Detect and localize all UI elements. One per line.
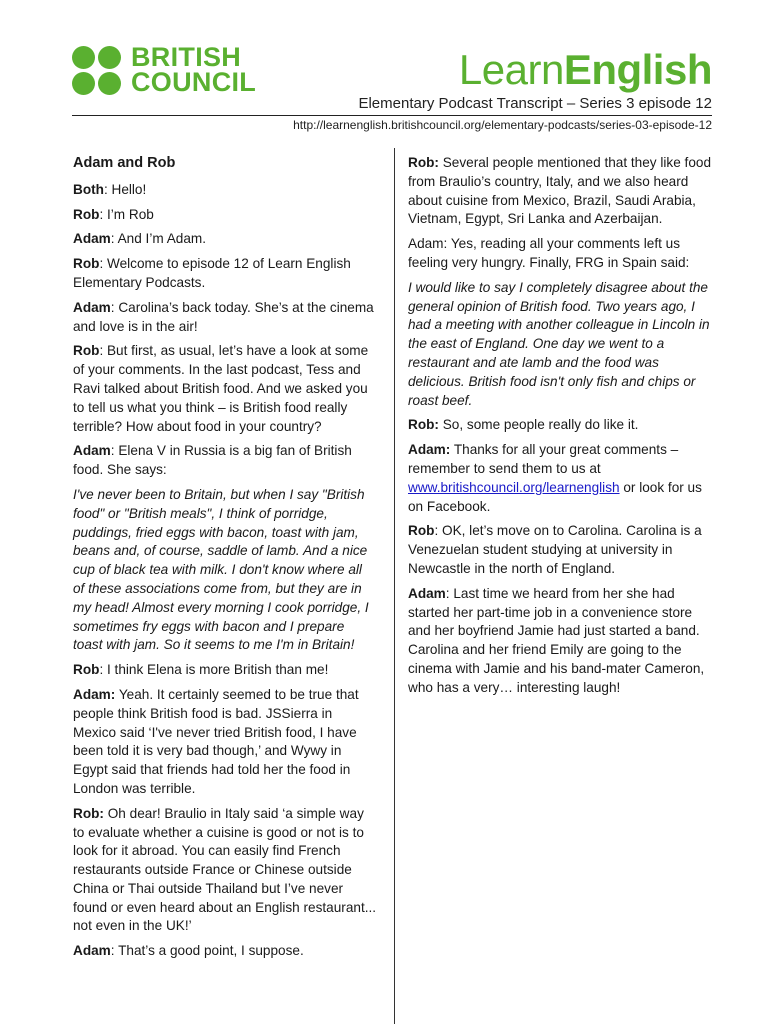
line-rob-intro: Rob: I’m Rob: [73, 206, 154, 222]
header-rule: [72, 115, 712, 116]
logo-dots-icon: [72, 46, 121, 95]
line-rob-like-it: Rob: So, some people really do like it.: [408, 417, 639, 433]
line-adam-bad-food: Adam: Yeah. It certainly seemed to be true that people think British food is bad. JSSierra in Mexico said ‘I've never tried British food, I have been told it is very bad though,’ and Wywy in Egypt said that friends had told her the food in London was terrible.: [73, 686, 359, 796]
left-column: [73, 154, 377, 967]
line-adam-carolina: Adam: Carolina’s back today. She’s at the cinema and love is in the air!: [73, 299, 374, 334]
logo-line-1: BRITISH: [131, 42, 242, 72]
section-heading: Adam and Rob: [73, 155, 176, 171]
line-adam-good-point: Adam: That’s a good point, I suppose.: [73, 943, 304, 959]
quote-frg: I would like to say I completely disagree about the general opinion of British food. Two years ago, I had a meeting with another colleague in Lincoln in the east of England. One day we went to a restaurant and ate lamb and the food was delicious. British food isn't only fish and chips or roast beef.: [408, 279, 710, 408]
line-adam-thanks: Adam: Thanks for all your great comments – remember to send them to us at www.britishcouncil.org/learnenglish or look for us on Facebook.: [408, 442, 702, 514]
logo-line-2: COUNCIL: [131, 67, 257, 97]
logo-text: [131, 42, 257, 97]
source-url: http://learnenglish.britishcouncil.org/elementary-podcasts/series-03-episode-12: [293, 118, 712, 132]
brand-english: English: [563, 46, 712, 93]
line-adam-intro: Adam: And I’m Adam.: [73, 231, 206, 247]
line-rob-braulio: Rob: Oh dear! Braulio in Italy said ‘a simple way to evaluate whether a cuisine is good or not is to look for it abroad. You can easily find French restaurants outside France or Chinese outside China or Thai outside Thailand but I’ve never found or even heard about an English restaurant... not even in the UK!’: [73, 805, 377, 934]
column-divider: [394, 148, 395, 1024]
quote-elena: I've never been to Britain, but when I say "British food" or "British meals", I think of porridge, puddings, fried eggs with bacon, toast with jam, beans and, of course, saddle of lamb. And a nice cup of black tea with milk. I don't know where all of these associations come from, but they are in my head! Almost every morning I cook porridge, I sometimes fry eggs with bacon and I prepare toast with jam. So it seems to me I'm in Britain!: [73, 486, 369, 653]
line-rob-comments: Rob: But first, as usual, let’s have a look at some of your comments. In the last podcast, Tess and Ravi talked about British food. And we asked you to tell us what you think – is British food really terrible? How about food in your country?: [73, 343, 369, 434]
brand-learn: Learn: [458, 46, 564, 93]
line-both-hello: Both: Hello!: [73, 181, 147, 197]
learnenglish-brand: [459, 46, 712, 94]
line-rob-welcome: Rob: Welcome to episode 12 of Learn English Elementary Podcasts.: [73, 256, 351, 290]
line-adam-hungry: Adam: Yes, reading all your comments left us feeling very hungry. Finally, FRG in Spain said:: [408, 236, 690, 270]
line-rob-cuisines: Rob: Several people mentioned that they like food from Braulio’s country, Italy, and we also heard about cuisine from Mexico, Brazil, Saudi Arabia, Vietnam, Egypt, Sri Lanka and Azerbaijan.: [408, 155, 712, 227]
line-rob-carolina: Rob: OK, let’s move on to Carolina. Carolina is a Venezuelan student studying at university in Newcastle in the north of England.: [408, 523, 702, 576]
british-council-logo: [72, 42, 256, 98]
right-column: [408, 154, 718, 704]
line-adam-last-time: Adam: Last time we heard from her she had started her part-time job in a convenience store and her boyfriend Jamie had just started a band. Carolina and her friend Emily are going to the cinema with Jamie and his band-mater Cameron, who has a very… interesting laugh!: [408, 585, 705, 695]
line-rob-elena: Rob: I think Elena is more British than me!: [73, 662, 329, 678]
line-adam-elena: Adam: Elena V in Russia is a big fan of British food. She says:: [73, 443, 352, 478]
learnenglish-link[interactable]: www.britishcouncil.org/learnenglish: [408, 479, 620, 495]
document-subtitle: Elementary Podcast Transcript – Series 3 episode 12: [358, 95, 712, 112]
